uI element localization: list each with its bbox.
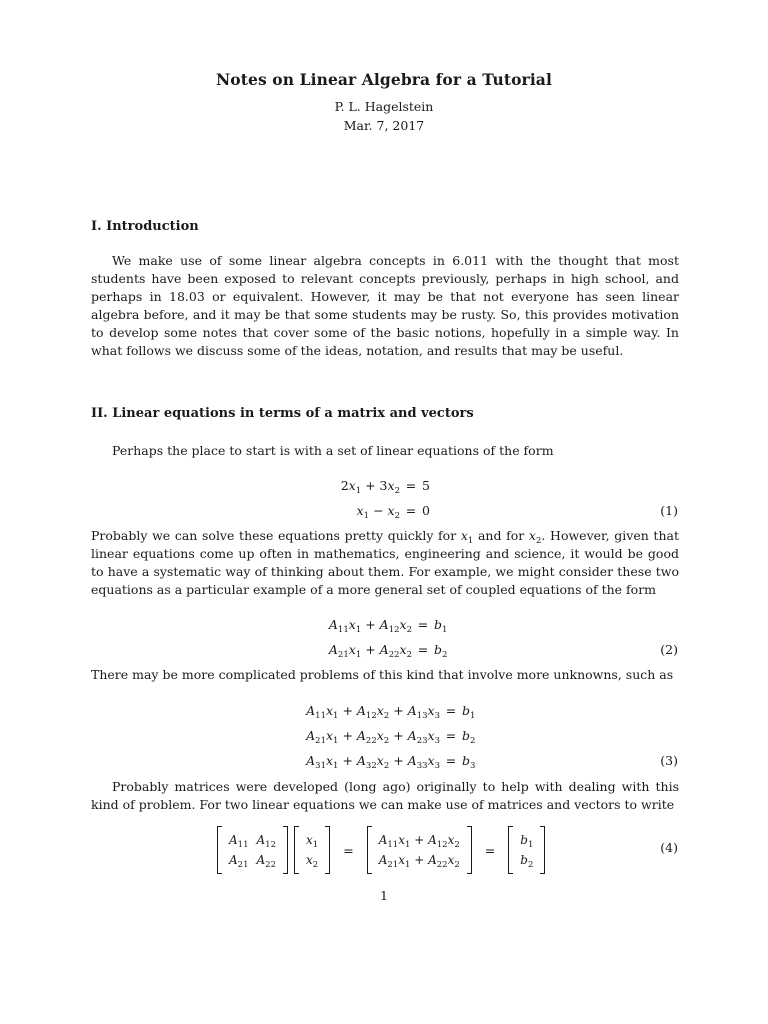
paragraph-solving-text: However, given that linear equations come up often in mathematics, engineering and science, it would be good to have a systematic way of thinking about them. For example, we might consider these two equations as a particular example of a more general set of coupled equations of the form: [91, 528, 679, 597]
paragraph-more-unknowns: There may be more complicated problems of this kind that involve more unknowns, such as: [91, 667, 674, 682]
equation-1-line-2: $x_1 - x_2 = 0$: [356, 503, 430, 521]
equals-sign: =: [484, 842, 496, 858]
paragraph-solving: Probably we can solve these equations pretty quickly for $x_1$ and for $x_2$. However, given that linear equations come up often in mathematics, engineering and science, it would be good to have a systematic way of thinking about them. For example, we might consider these two equations as a particular example of a more general set of coupled equations of the form: [91, 528, 679, 597]
equation-number-1: (1): [660, 503, 678, 518]
intro-sentence: Perhaps the place to start is with a set of linear equations of the form: [112, 443, 554, 458]
equation-number-3: (3): [660, 753, 678, 768]
document-title: Notes on Linear Algebra for a Tutorial: [216, 70, 552, 89]
equation-2-line-1: $A_{11}x_1 + A_{12}x_2 = b_1$: [328, 617, 448, 635]
equation-3-line-3: $A_{31}x_1 + A_{32}x_2 + A_{33}x_3 = b_3$: [306, 753, 476, 771]
equation-2-line-2: $A_{21}x_1 + A_{22}x_2 = b_2$: [328, 642, 448, 660]
equation-4-matrix-form: [214, 826, 548, 874]
page-number: 1: [380, 888, 388, 903]
equation-3-line-1: $A_{11}x_1 + A_{12}x_2 + A_{13}x_3 = b_1$: [306, 703, 476, 721]
section-heading-introduction: I. Introduction: [91, 219, 199, 234]
author: P. L. Hagelstein: [334, 99, 434, 114]
section-heading-linear-equations: II. Linear equations in terms of a matrix and vectors: [91, 406, 474, 421]
equals-sign: =: [343, 842, 354, 858]
equation-1-line-1: $2x_1 + 3x_2 = 5$: [340, 478, 430, 496]
equation-number-4: (4): [660, 840, 678, 855]
coefficient-matrix: $A_{11}$ $A_{12}$ $A_{21}$ $A_{22}$: [217, 826, 288, 874]
equation-3-line-2: $A_{21}x_1 + A_{22}x_2 + A_{23}x_3 = b_2$: [306, 728, 476, 746]
equation-number-2: (2): [660, 642, 678, 657]
date: Mar. 7, 2017: [343, 118, 425, 133]
rhs-vector: $b_1$ $b_2$: [508, 826, 545, 874]
paragraph-matrices: Probably matrices were developed (long ago) originally to help with dealing with this kind of problem. For two linear equations we can make use of matrices and vectors to write: [91, 779, 679, 812]
introduction-paragraph: We make use of some linear algebra concepts in 6.011 with the thought that most students have been exposed to relevant concepts previously, perhaps in high school, and perhaps in 18.03 or equivalent. However, it may be that not everyone has seen linear algebra before, and it may be that some students may be rusty. So, this provides motivation to develop some notes that cover some of the basic notions, hopefully in a simple way. In what follows we discuss some of the ideas, notation, and results that may be useful.: [91, 253, 679, 358]
product-vector: $A_{11}x_1 + A_{12}x_2$ $A_{21}x_1 + A_{22}x_2$: [367, 826, 472, 874]
unknown-vector: $x_1$ $x_2$: [294, 826, 330, 874]
